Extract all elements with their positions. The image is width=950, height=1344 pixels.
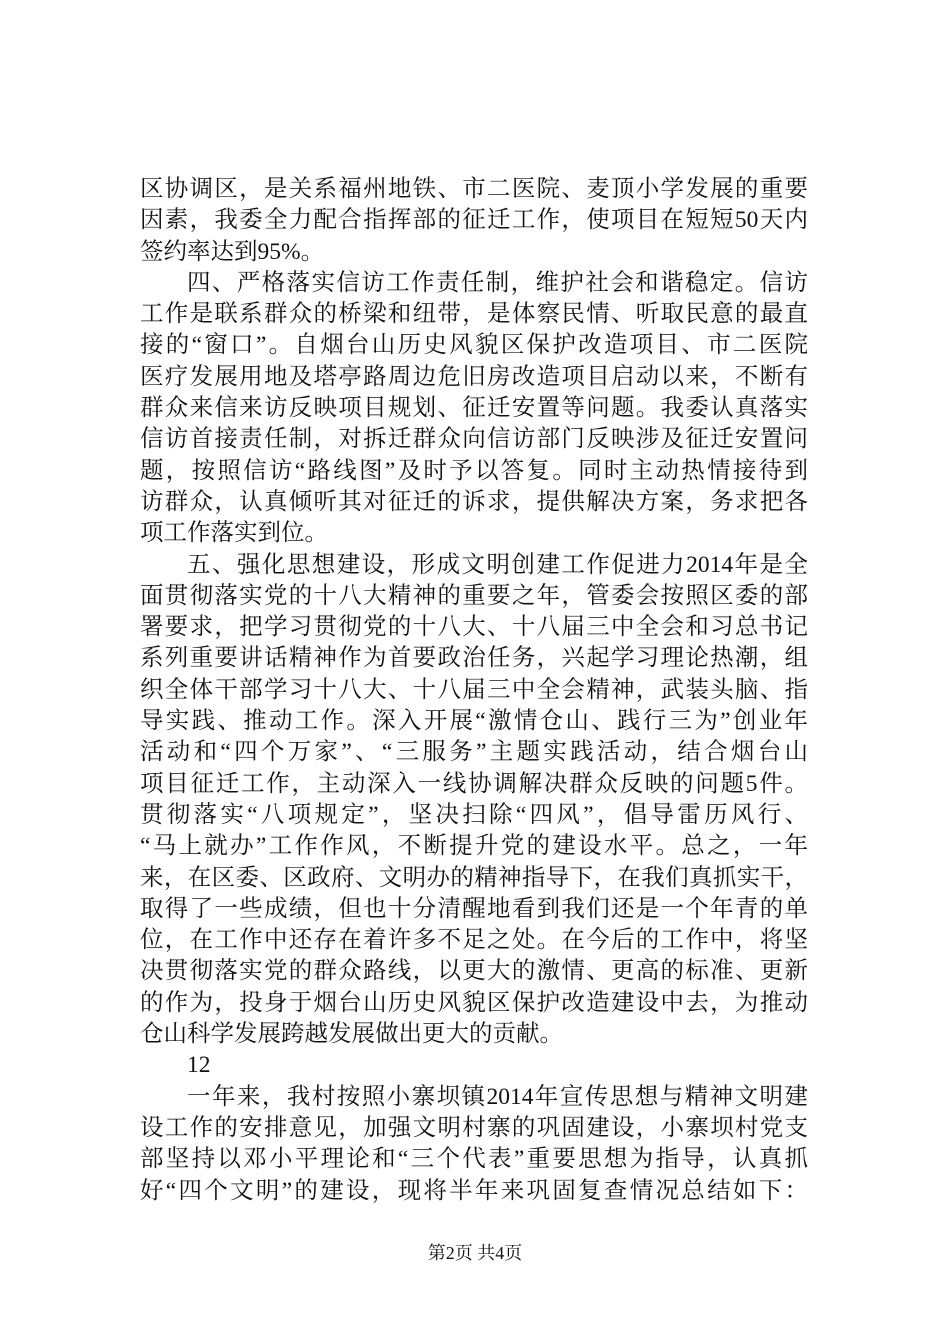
text-line: 贯彻落实“八项规定”，坚决扫除“四风”，倡导雷历风行、 bbox=[140, 801, 808, 828]
text-line: “马上就办”工作作风，不断提升党的建设水平。总之，一年 bbox=[140, 833, 808, 860]
text-line: 项目征迁工作，主动深入一线协调解决群众反映的问题5件。 bbox=[140, 770, 808, 797]
text-line: 群众来信来访反映项目规划、征迁安置等问题。我委认真落实 bbox=[140, 395, 808, 422]
paragraph-5 bbox=[140, 1082, 808, 1207]
text-line: 决贯彻落实党的群众路线，以更大的激情、更高的标准、更新 bbox=[140, 958, 808, 985]
paragraph-3 bbox=[140, 550, 808, 1051]
text-line: 项工作落实到位。 bbox=[140, 520, 328, 547]
text-line: 署要求，把学习贯彻党的十八大、十八届三中全会和习总书记 bbox=[140, 614, 808, 641]
text-line: 织全体干部学习十八大、十八届三中全会精神，武装头脑、指 bbox=[140, 676, 808, 703]
text-line: 来，在区委、区政府、文明办的精神指导下，在我们真抓实干， bbox=[140, 864, 808, 891]
text-line: 因素，我委全力配合指挥部的征迁工作，使项目在短短50天内 bbox=[140, 207, 808, 234]
text-line: 仓山科学发展跨越发展做出更大的贡献。 bbox=[140, 1021, 563, 1048]
text-line: 接的“窗口”。自烟台山历史风貌区保护改造项目、市二医院 bbox=[140, 332, 808, 359]
text-line: 访群众，认真倾听其对征迁的诉求，提供解决方案，务求把各 bbox=[140, 488, 808, 515]
text-line: 活动和“四个万家”、“三服务”主题实践活动，结合烟台山 bbox=[140, 739, 808, 766]
text-line: 签约率达到95%。 bbox=[140, 238, 325, 265]
text-line: 的作为，投身于烟台山历史风貌区保护改造建设中去，为推动 bbox=[140, 989, 808, 1016]
text-line: 12 bbox=[187, 1052, 211, 1079]
paragraph-2 bbox=[140, 268, 808, 550]
text-line: 面贯彻落实党的十八大精神的重要之年，管委会按照区委的部 bbox=[140, 582, 808, 609]
text-line: 四、严格落实信访工作责任制，维护社会和谐稳定。信访 bbox=[187, 269, 808, 296]
text-line: 一年来，我村按照小寨坝镇2014年宣传思想与精神文明建 bbox=[187, 1083, 808, 1110]
text-line: 好“四个文明”的建设，现将半年来巩固复查情况总结如下： bbox=[140, 1177, 808, 1204]
text-line: 工作是联系群众的桥梁和纽带，是体察民情、听取民意的最直 bbox=[140, 301, 808, 328]
text-line: 取得了一些成绩，但也十分清醒地看到我们还是一个年青的单 bbox=[140, 895, 808, 922]
paragraph-1 bbox=[140, 174, 808, 268]
text-line: 系列重要讲话精神作为首要政治任务，兴起学习理论热潮，组 bbox=[140, 645, 808, 672]
document-body bbox=[140, 174, 808, 1207]
page-number-footer: 第2页 共4页 bbox=[427, 1243, 523, 1263]
text-line: 部坚持以邓小平理论和“三个代表”重要思想为指导，认真抓 bbox=[140, 1146, 808, 1173]
text-line: 位，在工作中还存在着许多不足之处。在今后的工作中，将坚 bbox=[140, 927, 808, 954]
text-line: 区协调区，是关系福州地铁、市二医院、麦顶小学发展的重要 bbox=[140, 176, 808, 202]
paragraph-4 bbox=[140, 1050, 808, 1081]
text-line: 导实践、推动工作。深入开展“激情仓山、践行三为”创业年 bbox=[140, 708, 808, 735]
text-line: 信访首接责任制，对拆迁群众向信访部门反映涉及征迁安置问 bbox=[140, 426, 808, 453]
text-line: 医疗发展用地及塔亭路周边危旧房改造项目启动以来，不断有 bbox=[140, 363, 808, 390]
text-line: 题，按照信访“路线图”及时予以答复。同时主动热情接待到 bbox=[140, 457, 808, 484]
text-line: 五、强化思想建设，形成文明创建工作促进力2014年是全 bbox=[187, 551, 808, 578]
text-line: 设工作的安排意见，加强文明村寨的巩固建设，小寨坝村党支 bbox=[140, 1114, 808, 1141]
